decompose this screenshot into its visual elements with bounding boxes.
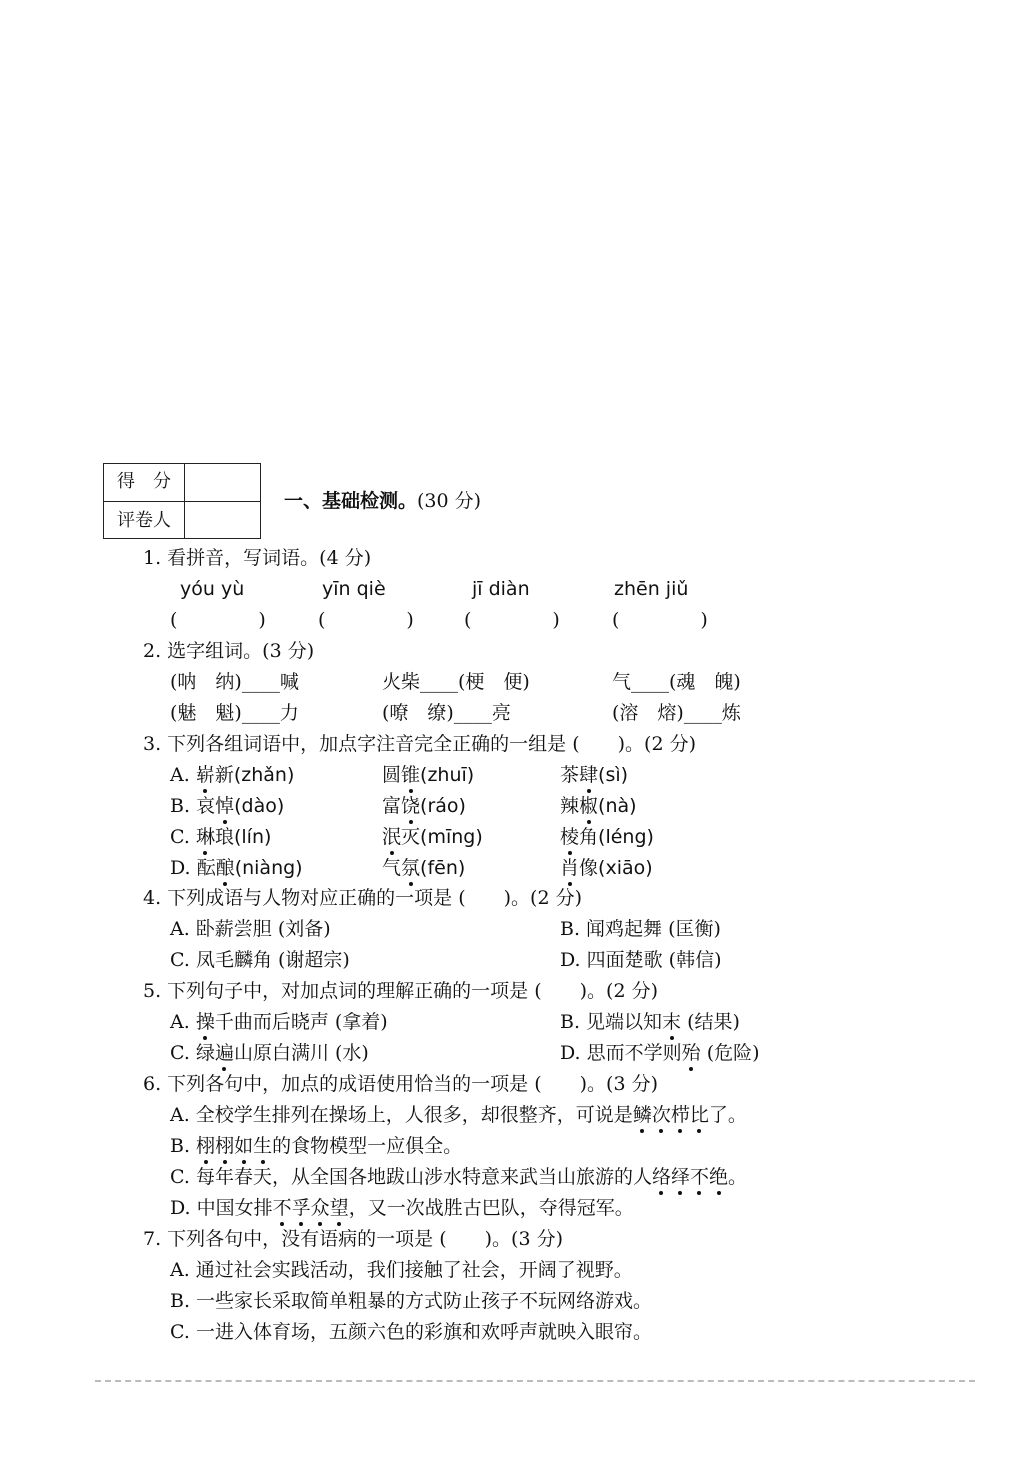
text: B. 见端以知 — [560, 1011, 663, 1033]
q2-stem: 2. 选字组词。(3 分) — [143, 640, 315, 662]
dotted-char: 栩 — [215, 1135, 235, 1157]
q2-item-1: (呐 纳)____喊 — [170, 671, 299, 693]
pinyin-note: (ráo) — [420, 795, 466, 817]
q1-blank-1: ( ) — [170, 609, 272, 631]
pinyin-note: (fēn) — [420, 857, 466, 879]
dotted-char: 酿 — [215, 857, 235, 879]
dotted-char: 不 — [272, 1197, 292, 1219]
q6-option-c — [170, 1165, 747, 1189]
q4-option-d: D. 四面楚歌 (韩信) — [560, 949, 722, 971]
text: (危险) — [700, 1042, 760, 1064]
text: D. 思而不学则 — [560, 1042, 682, 1064]
q3-option-b-2 — [382, 794, 466, 818]
option-label: A. — [170, 764, 190, 786]
page-footer-rule — [95, 1380, 975, 1382]
pinyin-note: (zhuī) — [420, 764, 475, 786]
pinyin-note: (mīng) — [420, 826, 483, 848]
q2-item-4: (魅 魁)____力 — [170, 702, 299, 724]
q6-option-b — [170, 1134, 462, 1158]
dotted-char: 棱 — [560, 826, 580, 848]
dotted-char: 比 — [689, 1104, 709, 1126]
dotted-char: 椒 — [579, 795, 599, 817]
q1-pinyin-1: yóu yù — [180, 578, 245, 600]
pinyin-note: (nà) — [598, 795, 637, 817]
q1-blank-4: ( ) — [612, 609, 714, 631]
q1-pinyin-4: zhēn jiǔ — [614, 578, 689, 600]
dotted-char: 不 — [689, 1166, 709, 1188]
pinyin-note: (dào) — [234, 795, 285, 817]
char: 茶 — [560, 764, 580, 786]
dotted-char: 殆 — [681, 1042, 701, 1064]
q5-option-d — [560, 1041, 760, 1065]
q5-stem: 5. 下列句子中，对加点词的理解正确的一项是 ( )。(2 分) — [143, 980, 658, 1002]
dotted-char: 望 — [329, 1197, 349, 1219]
dotted-char: 末 — [662, 1011, 682, 1033]
char: 像 — [579, 857, 599, 879]
dotted-char: 崭 — [195, 764, 215, 786]
dotted-idiom — [633, 1104, 709, 1126]
dotted-char: 饶 — [401, 795, 421, 817]
text: ，又一次战胜古巴队，夺得冠军。 — [348, 1197, 634, 1219]
q2-item-3: 气____(魂 魄) — [612, 671, 741, 693]
dotted-char: 氛 — [401, 857, 421, 879]
text: 千曲而后晓声 (拿着) — [214, 1011, 388, 1033]
dotted-char: 琳 — [195, 826, 215, 848]
dotted-char: 肆 — [579, 764, 599, 786]
q7-option-b: B. 一些家长采取简单粗暴的方式防止孩子不玩网络游戏。 — [170, 1290, 653, 1312]
score-box — [103, 463, 261, 539]
dotted-idiom — [652, 1166, 728, 1188]
q3-stem: 3. 下列各组词语中，加点字注音完全正确的一组是 ( )。(2 分) — [143, 733, 696, 755]
q6-stem: 6. 下列各句中，加点的成语使用恰当的一项是 ( )。(3 分) — [143, 1073, 658, 1095]
dotted-char: 绎 — [670, 1166, 690, 1188]
char: 酝 — [196, 857, 216, 879]
char: 角 — [579, 826, 599, 848]
q7-option-c: C. 一进入体育场，五颜六色的彩旗和欢呼声就映入眼帘。 — [170, 1321, 652, 1343]
q3-option-a-3 — [560, 763, 628, 787]
q4-stem: 4. 下列成语与人物对应正确的一项是 ( )。(2 分) — [143, 887, 582, 909]
q6-option-a — [170, 1103, 747, 1127]
dotted-char: 锥 — [401, 764, 421, 786]
q4-option-c: C. 凤毛麟角 (谢超宗) — [170, 949, 350, 971]
char: 富 — [382, 795, 402, 817]
q1-pinyin-3: jī diàn — [472, 578, 530, 600]
q6-option-d — [170, 1196, 634, 1220]
dotted-char: 次 — [651, 1104, 671, 1126]
q3-option-d — [170, 856, 303, 880]
q3-option-c — [170, 825, 271, 849]
dotted-char: 孚 — [291, 1197, 311, 1219]
section-points: (30 分) — [417, 490, 482, 512]
q2-item-6: (溶 熔)____炼 — [612, 702, 741, 724]
q3-option-c-2 — [382, 825, 483, 849]
q2-item-5: (嘹 缭)____亮 — [382, 702, 511, 724]
dotted-char: 如 — [234, 1135, 254, 1157]
q3-option-a-2 — [382, 763, 474, 787]
q7-option-a: A. 通过社会实践活动，我们接触了社会，开阔了视野。 — [170, 1259, 633, 1281]
score-label: 得 分 — [117, 471, 171, 492]
text: 的食物模型一应俱全。 — [272, 1135, 463, 1157]
text: C. 每年春天，从全国各地跋山涉水特意来武当山旅游的人 — [170, 1166, 652, 1188]
option-label: B. — [170, 795, 191, 817]
dotted-char: 绝 — [709, 1166, 729, 1188]
score-box-row-divider — [104, 501, 260, 502]
dotted-char: 鳞 — [632, 1104, 652, 1126]
dotted-idiom — [196, 1135, 272, 1157]
char: 哀 — [196, 795, 216, 817]
q3-option-d-3 — [560, 856, 653, 880]
char: 辣 — [560, 795, 580, 817]
q1-stem: 1. 看拼音，写词语。(4 分) — [143, 547, 372, 569]
text: B. — [170, 1135, 197, 1157]
q3-option-d-2 — [382, 856, 465, 880]
q3-option-a — [170, 763, 294, 787]
dotted-char: 遍 — [214, 1042, 234, 1064]
option-label: D. — [170, 857, 191, 879]
q2-item-2: 火柴____(梗 便) — [382, 671, 530, 693]
pinyin-note: (xiāo) — [598, 857, 653, 879]
dotted-char: 悼 — [215, 795, 235, 817]
text: 了。 — [708, 1104, 747, 1126]
pinyin-note: (léng) — [598, 826, 654, 848]
q1-blank-2: ( ) — [318, 609, 420, 631]
text: A. — [170, 1011, 196, 1033]
section-title-text: 一、基础检测。 — [284, 490, 418, 512]
q1-pinyin-2: yīn qiè — [322, 578, 386, 600]
pinyin-note: (zhǎn) — [233, 764, 295, 786]
dotted-char: 众 — [310, 1197, 330, 1219]
q4-option-a: A. 卧薪尝胆 (刘备) — [170, 918, 331, 940]
text: 。 — [728, 1166, 748, 1188]
char: 圆 — [382, 764, 402, 786]
dotted-char: 栩 — [196, 1135, 216, 1157]
q3-option-b — [170, 794, 284, 818]
q3-option-c-3 — [560, 825, 654, 849]
char: 琅 — [214, 826, 234, 848]
text: A. 全校学生排列在操场上，人很多，却很整齐，可说是 — [170, 1104, 633, 1126]
text: D. 中国女排 — [170, 1197, 273, 1219]
pinyin-note: (niàng) — [234, 857, 303, 879]
text: C. 绿 — [170, 1042, 215, 1064]
pinyin-note: (sì) — [598, 764, 629, 786]
char: 气 — [382, 857, 402, 879]
q5-option-c — [170, 1041, 369, 1065]
q1-blank-3: ( ) — [464, 609, 566, 631]
char: 灭 — [401, 826, 421, 848]
q5-option-a — [170, 1010, 388, 1034]
q5-option-b — [560, 1010, 740, 1034]
dotted-char: 操 — [195, 1011, 215, 1033]
char: 新 — [214, 764, 234, 786]
grader-label: 评卷人 — [117, 510, 171, 531]
option-label: C. — [170, 826, 190, 848]
pinyin-note: (lín) — [233, 826, 272, 848]
text: (结果) — [681, 1011, 740, 1033]
dotted-char: 栉 — [670, 1104, 690, 1126]
q7-stem: 7. 下列各句中，没有语病的一项是 ( )。(3 分) — [143, 1228, 563, 1250]
q4-option-b: B. 闻鸡起舞 (匡衡) — [560, 918, 721, 940]
text: 山原白满川 (水) — [233, 1042, 369, 1064]
dotted-char: 络 — [651, 1166, 671, 1188]
dotted-char: 肖 — [560, 857, 580, 879]
dotted-idiom — [273, 1197, 349, 1219]
dotted-char: 生 — [253, 1135, 273, 1157]
q3-option-b-3 — [560, 794, 637, 818]
section-title — [284, 489, 481, 513]
dotted-char: 泯 — [382, 826, 402, 848]
